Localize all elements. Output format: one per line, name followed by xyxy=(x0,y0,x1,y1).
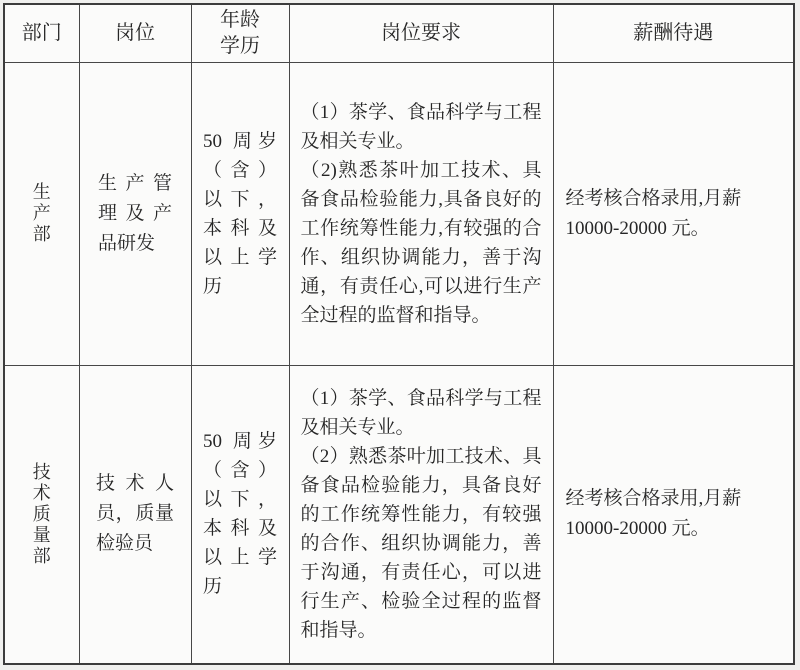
cell-position xyxy=(79,365,191,664)
recruitment-table-container xyxy=(3,3,795,665)
department-value: 技术质量部 xyxy=(32,461,51,566)
col-header-age-education-label: 年龄学历 xyxy=(220,9,260,58)
col-header-requirements xyxy=(289,4,553,62)
requirements-value xyxy=(290,380,553,649)
cell-salary xyxy=(553,62,794,365)
age-education-value: 50 周岁（含）以下，本科及以上学历 xyxy=(203,431,277,598)
table-header-row xyxy=(4,4,794,62)
table-row-production-dept xyxy=(4,62,794,365)
requirement-paragraph-1: （1）茶学、食品科学与工程及相关专业。 xyxy=(300,387,542,438)
position-value: 技术人员，质量检验员 xyxy=(96,473,174,555)
recruitment-table xyxy=(3,3,795,665)
col-header-position xyxy=(79,4,191,62)
cell-position xyxy=(79,62,191,365)
department-value: 生产部 xyxy=(32,182,51,244)
col-header-position-label: 岗位 xyxy=(115,22,155,45)
position-value: 生产管理及产品研发 xyxy=(98,172,172,254)
col-header-age-education xyxy=(191,4,289,62)
salary-value: 经考核合格录用,月薪10000-20000 元。 xyxy=(565,187,742,239)
col-header-department xyxy=(4,4,79,62)
cell-requirements xyxy=(289,365,553,664)
requirement-paragraph-2: （2)熟悉茶叶加工技术、具备食品检验能力,具备良好的工作统筹性能力,有较强的合作、组织协调能力，善于沟通，有责任心,可以进行生产全过程的监督和指导。 xyxy=(300,159,542,326)
cell-salary xyxy=(553,365,794,664)
col-header-salary xyxy=(553,4,794,62)
col-header-salary-label: 薪酬待遇 xyxy=(633,22,714,45)
cell-department xyxy=(4,62,79,365)
requirement-paragraph-1: （1）茶学、食品科学与工程及相关专业。 xyxy=(300,101,542,152)
col-header-department-label: 部门 xyxy=(21,22,62,45)
cell-requirements xyxy=(289,62,553,365)
salary-value: 经考核合格录用,月薪10000-20000 元。 xyxy=(565,488,742,540)
table-row-tech-quality-dept xyxy=(4,365,794,664)
cell-age-education xyxy=(191,62,289,365)
cell-department xyxy=(4,365,79,664)
age-education-value: 50 周岁（含）以下，本科及以上学历 xyxy=(203,130,277,297)
cell-age-education xyxy=(191,365,289,664)
requirement-paragraph-2: （2）熟悉茶叶加工技术、具备食品检验能力，具备良好的工作统筹性能力，有较强的合作、组织协调能力，善于沟通，有责任心，可以进行生产、检验全过程的监督和指导。 xyxy=(300,445,542,641)
col-header-requirements-label: 岗位要求 xyxy=(381,22,461,45)
requirements-value xyxy=(290,94,553,334)
